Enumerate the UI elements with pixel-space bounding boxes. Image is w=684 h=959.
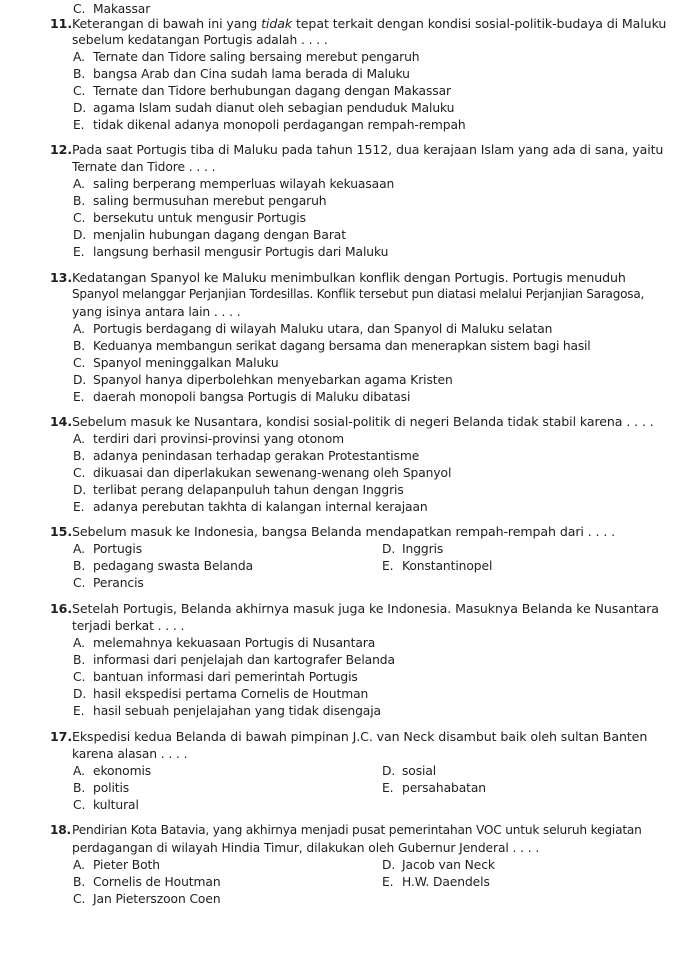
- option-text: Ternate dan Tidore saling bersaing merebut pengaruh: [93, 50, 420, 64]
- option-text: Spanyol hanya diperbolehkan menyebarkan agama Kristen: [93, 373, 453, 387]
- q15-option-a: [73, 542, 142, 557]
- option-text: pedagang swasta Belanda: [93, 559, 254, 573]
- q13-option-c: [73, 356, 279, 371]
- option-text: Portugis: [93, 542, 142, 556]
- q12-option-a: [73, 177, 394, 192]
- option-text: Konstantinopel: [402, 559, 493, 573]
- stem-text: Kedatangan Spanyol ke Maluku menimbulkan konflik dengan Portugis. Portugis menuduh: [72, 270, 626, 285]
- stem-text: Sebelum masuk ke Indonesia, bangsa Belanda mendapatkan rempah-rempah dari . . . .: [72, 524, 616, 539]
- option-letter: E.: [73, 245, 85, 259]
- question-number: 14.: [50, 414, 73, 429]
- option-text: Ternate dan Tidore berhubungan dagang dengan Makassar: [93, 84, 451, 98]
- stem-text: Sebelum masuk ke Nusantara, kondisi sosial-politik di negeri Belanda tidak stabil karena . . . .: [72, 414, 654, 429]
- option-letter: A.: [73, 322, 85, 336]
- q12-option-b: [73, 194, 326, 209]
- option-text: terdiri dari provinsi-provinsi yang otonom: [93, 432, 345, 446]
- option-letter: B.: [73, 449, 86, 463]
- q16-option-d: [73, 687, 368, 702]
- question-15-stem: [50, 524, 615, 539]
- option-letter: D.: [73, 373, 87, 387]
- question-11-stem: [50, 16, 666, 31]
- q14-option-c: [73, 466, 451, 481]
- option-text: daerah monopoli bangsa Portugis di Maluku dibatasi: [93, 390, 411, 404]
- option-letter: E.: [382, 875, 394, 889]
- option-text: Keduanya membangun serikat dagang bersama dan menerapkan sistem bagi hasil: [93, 339, 591, 353]
- option-letter: C.: [73, 576, 86, 590]
- question-11-stem-line2: sebelum kedatangan Portugis adalah . . . .: [72, 33, 328, 47]
- q18-option-a: [73, 858, 160, 873]
- option-text: adanya penindasan terhadap gerakan Protestantisme: [93, 449, 420, 463]
- q13-option-e: [73, 390, 410, 405]
- option-text: Portugis berdagang di wilayah Maluku utara, dan Spanyol di Maluku selatan: [93, 322, 553, 336]
- option-text: melemahnya kekuasaan Portugis di Nusantara: [93, 636, 376, 650]
- option-letter: E.: [73, 704, 85, 718]
- option-text: ekonomis: [93, 764, 152, 778]
- q13-option-a: [73, 322, 552, 337]
- option-letter: D.: [382, 542, 396, 556]
- q11-option-e: [73, 118, 466, 133]
- option-letter: D.: [382, 858, 396, 872]
- option-text: Cornelis de Houtman: [93, 875, 221, 889]
- option-letter: C.: [73, 2, 86, 16]
- option-letter: D.: [73, 101, 87, 115]
- q12-option-d: [73, 228, 346, 243]
- question-17-stem-line2: karena alasan . . . .: [72, 747, 188, 761]
- question-18-stem-line2: perdagangan di wilayah Hindia Timur, dilakukan oleh Gubernur Jenderal . . . .: [72, 841, 540, 855]
- option-letter: C.: [73, 466, 86, 480]
- question-number: 13.: [50, 270, 73, 285]
- option-letter: E.: [73, 500, 85, 514]
- q11-option-a: [73, 50, 419, 65]
- question-12-stem-line2: Ternate dan Tidore . . . .: [72, 160, 216, 174]
- option-letter: C.: [73, 892, 86, 906]
- question-number: 11.: [50, 16, 73, 31]
- option-letter: D.: [73, 228, 87, 242]
- option-text: Pieter Both: [93, 858, 160, 872]
- question-12-stem: [50, 142, 663, 157]
- option-text: saling bermusuhan merebut pengaruh: [93, 194, 327, 208]
- option-letter: B.: [73, 67, 86, 81]
- option-letter: C.: [73, 356, 86, 370]
- option-text: saling berperang memperluas wilayah kekuasaan: [93, 177, 395, 191]
- option-text: Jan Pieterszoon Coen: [93, 892, 221, 906]
- stem-text: tepat terkait dengan kondisi sosial-politik-budaya di Maluku: [292, 16, 667, 31]
- q17-option-e: [382, 781, 486, 796]
- option-text: Spanyol meninggalkan Maluku: [93, 356, 279, 370]
- q18-option-e: [382, 875, 490, 890]
- option-text: terlibat perang delapanpuluh tahun dengan Inggris: [93, 483, 404, 497]
- option-letter: C.: [73, 84, 86, 98]
- q16-option-c: [73, 670, 358, 685]
- q15-option-e: [382, 559, 492, 574]
- option-letter: B.: [73, 653, 86, 667]
- option-text: Jacob van Neck: [402, 858, 495, 872]
- q16-option-a: [73, 636, 375, 651]
- q17-option-b: [73, 781, 129, 796]
- q16-option-b: [73, 653, 395, 668]
- question-13-stem: [50, 270, 626, 285]
- option-text: bangsa Arab dan Cina sudah lama berada di Maluku: [93, 67, 410, 81]
- question-number: 16.: [50, 601, 73, 616]
- option-c-prev: [73, 2, 150, 17]
- option-letter: C.: [73, 211, 86, 225]
- question-14-stem: [50, 414, 654, 429]
- q13-option-d: [73, 373, 453, 388]
- option-letter: B.: [73, 194, 86, 208]
- option-text: Inggris: [402, 542, 444, 556]
- option-letter: C.: [73, 670, 86, 684]
- stem-text: Setelah Portugis, Belanda akhirnya masuk juga ke Indonesia. Masuknya Belanda ke Nusantara: [72, 601, 659, 616]
- option-letter: A.: [73, 636, 85, 650]
- option-letter: D.: [73, 687, 87, 701]
- question-16-stem: [50, 601, 659, 616]
- question-number: 17.: [50, 729, 73, 744]
- option-letter: B.: [73, 781, 86, 795]
- question-13-stem-line3: yang isinya antara lain . . . .: [72, 305, 241, 319]
- option-text: politis: [93, 781, 130, 795]
- option-letter: C.: [73, 798, 86, 812]
- q14-option-e: [73, 500, 428, 515]
- question-17-stem: [50, 729, 647, 744]
- option-text: persahabatan: [402, 781, 486, 795]
- q14-option-a: [73, 432, 344, 447]
- option-text: Perancis: [93, 576, 144, 590]
- q14-option-b: [73, 449, 419, 464]
- option-text: dikuasai dan diperlakukan sewenang-wenang oleh Spanyol: [93, 466, 452, 480]
- option-text: kultural: [93, 798, 139, 812]
- option-letter: D.: [73, 483, 87, 497]
- option-text: agama Islam sudah dianut oleh sebagian penduduk Maluku: [93, 101, 455, 115]
- option-letter: E.: [382, 559, 394, 573]
- option-letter: B.: [73, 559, 86, 573]
- option-letter: E.: [73, 390, 85, 404]
- q17-option-a: [73, 764, 151, 779]
- option-text: adanya perebutan takhta di kalangan internal kerajaan: [93, 500, 428, 514]
- stem-text: Pendirian Kota Batavia, yang akhirnya menjadi pusat pemerintahan VOC untuk seluruh kegiatan: [72, 823, 642, 837]
- option-text: Makassar: [93, 2, 151, 16]
- option-letter: B.: [73, 339, 85, 353]
- option-text: sosial: [402, 764, 437, 778]
- q11-option-c: [73, 84, 451, 99]
- q18-option-c: [73, 892, 221, 907]
- option-letter: A.: [73, 432, 85, 446]
- question-16-stem-line2: terjadi berkat . . . .: [72, 619, 185, 633]
- question-number: 15.: [50, 524, 73, 539]
- question-number: 12.: [50, 142, 73, 157]
- q13-option-b: [73, 339, 590, 354]
- q14-option-d: [73, 483, 404, 498]
- option-text: bersekutu untuk mengusir Portugis: [93, 211, 306, 225]
- option-text: tidak dikenal adanya monopoli perdagangan rempah-rempah: [93, 118, 466, 132]
- option-text: hasil ekspedisi pertama Cornelis de Houtman: [93, 687, 369, 701]
- q16-option-e: [73, 704, 381, 719]
- option-letter: A.: [73, 764, 85, 778]
- question-number: 18.: [50, 823, 71, 837]
- q12-option-e: [73, 245, 388, 260]
- option-letter: A.: [73, 177, 85, 191]
- q18-option-d: [382, 858, 495, 873]
- option-letter: D.: [382, 764, 396, 778]
- option-text: informasi dari penjelajah dan kartografer Belanda: [93, 653, 395, 667]
- stem-text: Pada saat Portugis tiba di Maluku pada tahun 1512, dua kerajaan Islam yang ada di sana, yaitu: [72, 142, 664, 157]
- option-letter: A.: [73, 858, 85, 872]
- option-text: H.W. Daendels: [402, 875, 490, 889]
- question-13-stem-line2: Spanyol melanggar Perjanjian Tordesillas. Konflik tersebut pun diatasi melalui Perjanjian Saragosa,: [72, 287, 645, 301]
- q15-option-b: [73, 559, 253, 574]
- q15-option-c: [73, 576, 144, 591]
- stem-emphasis: tidak: [261, 16, 293, 31]
- option-letter: E.: [73, 118, 85, 132]
- option-letter: A.: [73, 50, 85, 64]
- option-text: hasil sebuah penjelajahan yang tidak disengaja: [93, 704, 381, 718]
- option-letter: B.: [73, 875, 86, 889]
- q15-option-d: [382, 542, 443, 557]
- option-text: langsung berhasil mengusir Portugis dari Maluku: [93, 245, 389, 259]
- stem-text: Keterangan di bawah ini yang: [72, 16, 262, 31]
- option-text: menjalin hubungan dagang dengan Barat: [93, 228, 346, 242]
- option-letter: A.: [73, 542, 85, 556]
- stem-text: Ekspedisi kedua Belanda di bawah pimpinan J.C. van Neck disambut baik oleh sultan Banten: [72, 729, 648, 744]
- q18-option-b: [73, 875, 221, 890]
- question-18-stem: [50, 823, 642, 838]
- q17-option-c: [73, 798, 139, 813]
- q12-option-c: [73, 211, 306, 226]
- option-letter: E.: [382, 781, 394, 795]
- option-text: bantuan informasi dari pemerintah Portugis: [93, 670, 358, 684]
- q11-option-b: [73, 67, 410, 82]
- q11-option-d: [73, 101, 454, 116]
- q17-option-d: [382, 764, 436, 779]
